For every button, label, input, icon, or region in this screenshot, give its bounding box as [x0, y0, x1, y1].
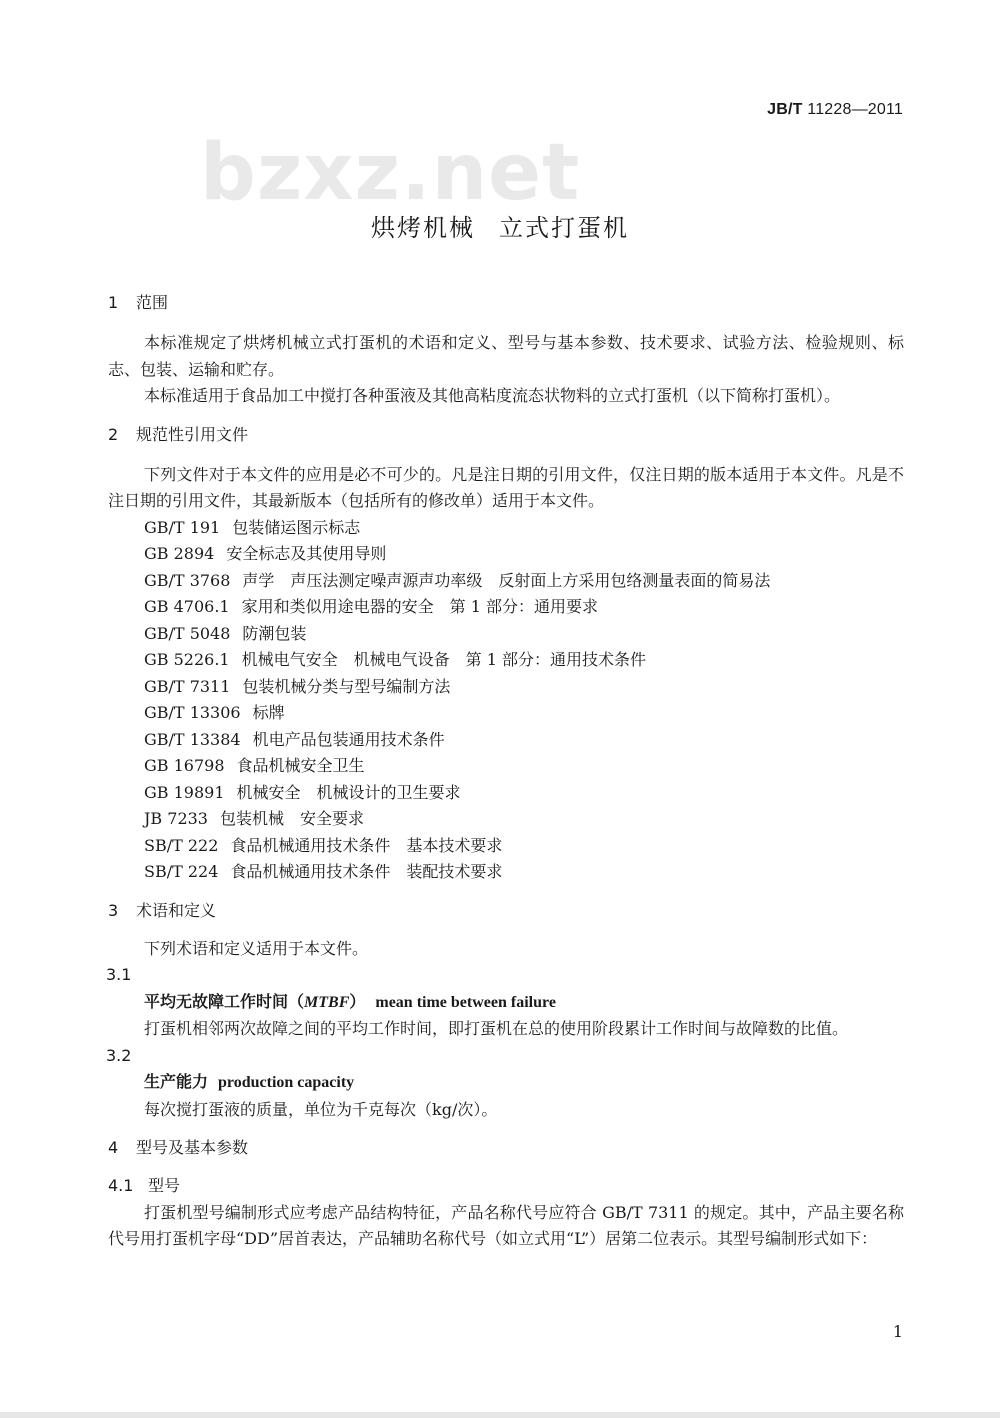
reference-title: 机电产品包装通用技术条件: [252, 729, 445, 749]
reference-title: 家用和类似用途电器的安全 第 1 部分：通用要求: [241, 597, 598, 616]
reference-title: 包装机械分类与型号编制方法: [242, 676, 451, 696]
reference-title: 包装储运图示标志: [232, 517, 361, 537]
page-number: 1: [892, 1322, 903, 1341]
section-number: 4: [108, 1138, 119, 1157]
watermark: bzxz.net: [200, 128, 581, 218]
reference-title: 包装机械 安全要求: [219, 809, 364, 828]
reference-item: [108, 833, 904, 860]
reference-item: [108, 780, 904, 807]
reference-code: SB/T 224: [144, 862, 219, 881]
reference-code: GB/T 3768: [144, 570, 231, 590]
reference-title: 标牌: [252, 703, 285, 722]
reference-code: GB 4706.1: [144, 597, 230, 616]
reference-title: 食品机械安全卫生: [236, 756, 365, 775]
term-definition: 每次搅打蛋液的质量，单位为千克每次（kg/次）。: [144, 1099, 498, 1119]
reference-item: [108, 806, 904, 833]
reference-item: [108, 727, 904, 754]
reference-code: GB 2894: [144, 544, 215, 563]
section-number: 1: [108, 293, 119, 312]
term-title: [108, 1069, 904, 1097]
reference-title: 机械安全 机械设计的卫生要求: [236, 782, 461, 802]
normative-references-list: [108, 515, 904, 886]
section-title: 范围: [136, 293, 169, 312]
reference-item: [108, 674, 904, 701]
reference-code: GB 19891: [144, 782, 225, 802]
document-body: [108, 290, 904, 1253]
subsection-title: 型号: [148, 1176, 181, 1195]
reference-item: [108, 568, 904, 595]
reference-title: 食品机械通用技术条件 基本技术要求: [230, 835, 503, 855]
term-title-en: mean time between failure: [375, 993, 556, 1011]
reference-item: [108, 753, 904, 780]
section-2-heading: [108, 422, 904, 448]
title-part-1: 烘烤机械: [371, 214, 475, 242]
term-number: 3.2: [106, 1045, 132, 1065]
reference-title: 食品机械通用技术条件 装配技术要求: [230, 862, 503, 881]
reference-item: [108, 647, 904, 674]
standard-number: 11228—2011: [807, 101, 903, 118]
reference-code: GB/T 7311: [144, 676, 231, 696]
reference-code: GB/T 5048: [144, 623, 231, 643]
reference-code: GB/T 13384: [144, 729, 241, 749]
subsection-4-1-paragraph-1: 打蛋机型号编制形式应考虑产品结构特征，产品名称代号应符合 GB/T 7311 的规定。其中，产品主要名称代号用打蛋机字母“DD”居首表达，产品辅助名称代号（如立式用“L”）居第二位表示。其型号编制形式如下：: [108, 1202, 904, 1248]
reference-item: [108, 594, 904, 621]
section-title: 型号及基本参数: [136, 1138, 249, 1157]
reference-title: 安全标志及其使用导则: [226, 544, 387, 563]
document-title: [0, 208, 1000, 243]
reference-item: [108, 621, 904, 648]
reference-title: 机械电气安全 机械电气设备 第 1 部分：通用技术条件: [241, 650, 646, 669]
term-title-zh-close: ）: [349, 991, 366, 1011]
reference-item: [108, 515, 904, 542]
reference-title: 防潮包装: [242, 623, 307, 643]
section-1-paragraph-1: 本标准规定了烘烤机械立式打蛋机的术语和定义、型号与基本参数、技术要求、试验方法、检验规则、标志、包装、运输和贮存。: [108, 333, 904, 379]
standard-code: [767, 101, 903, 119]
reference-item: [108, 541, 904, 568]
section-1-paragraph-2: 本标准适用于食品加工中搅打各种蛋液及其他高粘度流态状物料的立式打蛋机（以下简称打蛋机）。: [144, 386, 841, 405]
term-title-zh: 生产能力: [144, 1072, 209, 1091]
section-3-heading: [108, 898, 904, 924]
term-definition: 打蛋机相邻两次故障之间的平均工作时间，即打蛋机在总的使用阶段累计工作时间与故障数的比值。: [144, 1019, 849, 1038]
reference-code: GB 5226.1: [144, 650, 230, 669]
term-title-en: production capacity: [218, 1074, 355, 1091]
section-number: 3: [108, 900, 119, 920]
term-abbreviation: MTBF: [304, 993, 350, 1011]
section-title: 术语和定义: [136, 900, 217, 920]
reference-code: SB/T 222: [144, 835, 219, 855]
reference-code: GB/T 191: [144, 517, 221, 537]
reference-item: [108, 700, 904, 727]
section-number: 2: [108, 424, 119, 444]
subsection-number: 4.1: [108, 1176, 134, 1195]
section-2-paragraph-1: 下列文件对于本文件的应用是必不可少的。凡是注日期的引用文件，仅注日期的版本适用于本文件。凡是不注日期的引用文件，其最新版本（包括所有的修改单）适用于本文件。: [108, 464, 904, 510]
reference-code: GB 16798: [144, 756, 225, 775]
standard-prefix: JB/T: [767, 101, 803, 118]
section-1-heading: [108, 290, 904, 316]
section-4-heading: [108, 1135, 904, 1161]
title-part-2: 立式打蛋机: [499, 214, 629, 242]
term-title-zh: 平均无故障工作时间（: [144, 991, 305, 1011]
reference-code: JB 7233: [144, 809, 208, 828]
term-title: [108, 989, 904, 1017]
section-title: 规范性引用文件: [136, 424, 249, 444]
reference-item: [108, 859, 904, 886]
subsection-4-1-heading: [108, 1173, 904, 1200]
section-3-paragraph-1: 下列术语和定义适用于本文件。: [144, 938, 369, 958]
reference-code: GB/T 13306: [144, 703, 241, 722]
term-number: 3.1: [106, 965, 132, 984]
reference-title: 声学 声压法测定噪声源声功率级 反射面上方采用包络测量表面的简易法: [242, 570, 771, 590]
